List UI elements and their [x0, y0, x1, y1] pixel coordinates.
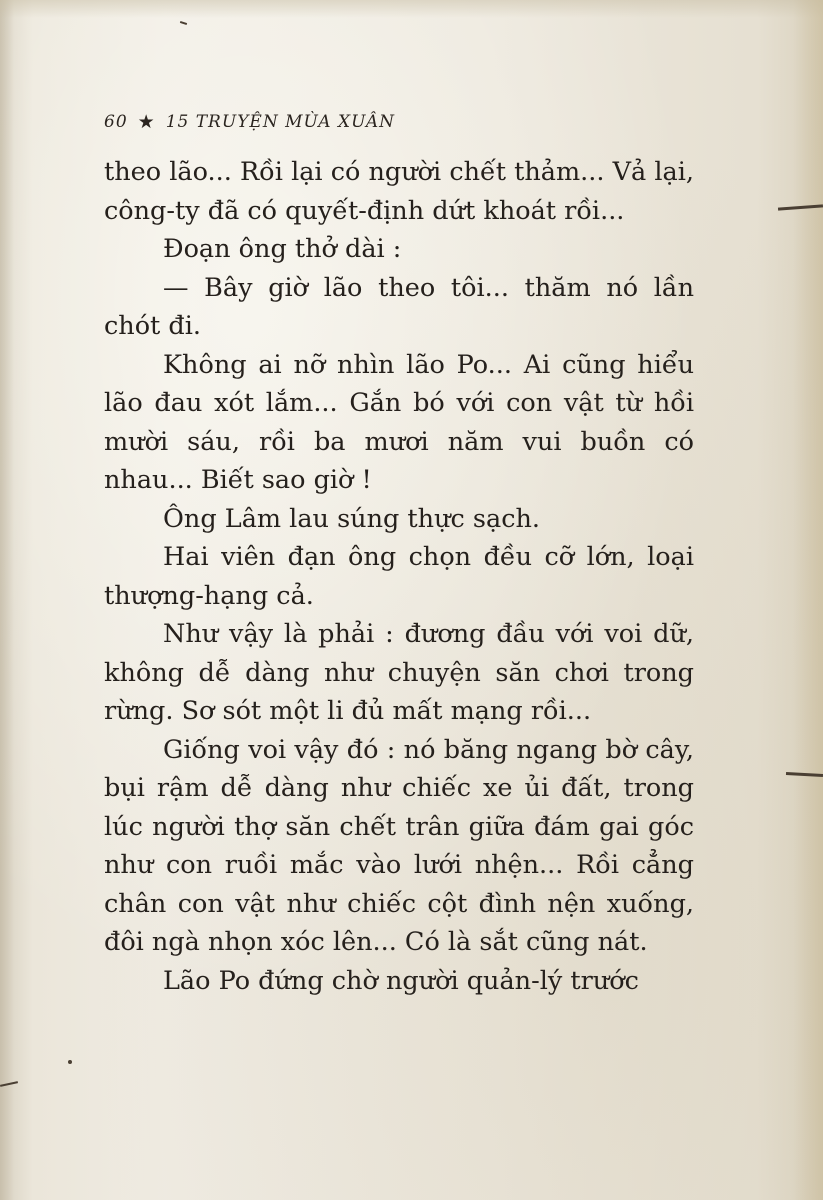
paragraph: theo lão... Rồi lại có người chết thảm... Vả lại, công-ty đã có quyết-định dứt khoát rồi...: [104, 157, 694, 226]
body-text: [104, 153, 694, 1000]
page-number: 60: [104, 112, 128, 132]
page-edge-shadow-right: [793, 0, 823, 1200]
paragraph: Hai viên đạn ông chọn đều cỡ lớn, loại thượng-hạng cả.: [104, 542, 694, 611]
paragraph: Đoạn ông thở dài :: [163, 234, 402, 264]
paragraph: Như vậy là phải : đương đầu với voi dữ, không dễ dàng như chuyện săn chơi trong rừng. Sơ sót một li đủ mất mạng rồi...: [104, 619, 694, 726]
paper-speck: [68, 1060, 72, 1064]
paragraph: Không ai nỡ nhìn lão Po... Ai cũng hiểu lão đau xót lắm... Gắn bó với con vật từ hồi mười sáu, rồi ba mươi năm vui buồn có nhau... Biết sao giờ !: [104, 349, 694, 495]
paragraph: Lão Po đứng chờ người quản-lý trước: [163, 965, 639, 996]
book-title: 15 TRUYỆN MÙA XUÂN: [165, 112, 396, 132]
paper-speck: [180, 21, 187, 25]
running-header: [104, 110, 395, 132]
paragraph: — Bây giờ lão theo tôi... thăm nó lần chót đi.: [104, 272, 694, 341]
paragraph: Ông Lâm lau súng thực sạch.: [163, 503, 541, 534]
page-edge-shadow-top: [0, 0, 823, 18]
star-icon: ★: [137, 111, 156, 133]
page-edge-shadow-left: [0, 0, 14, 1200]
paragraph: Giống voi vậy đó : nó băng ngang bờ cây, bụi rậm dễ dàng như chiếc xe ủi đất, trong lúc người thợ săn chết trân giữa đám gai góc như con ruồi mắc vào lưới nhện... Rồi cẳng chân con vật như chiếc cột đình nện xuống, đôi ngà nhọn xóc lên... Có là sắt cũng nát.: [104, 734, 694, 957]
